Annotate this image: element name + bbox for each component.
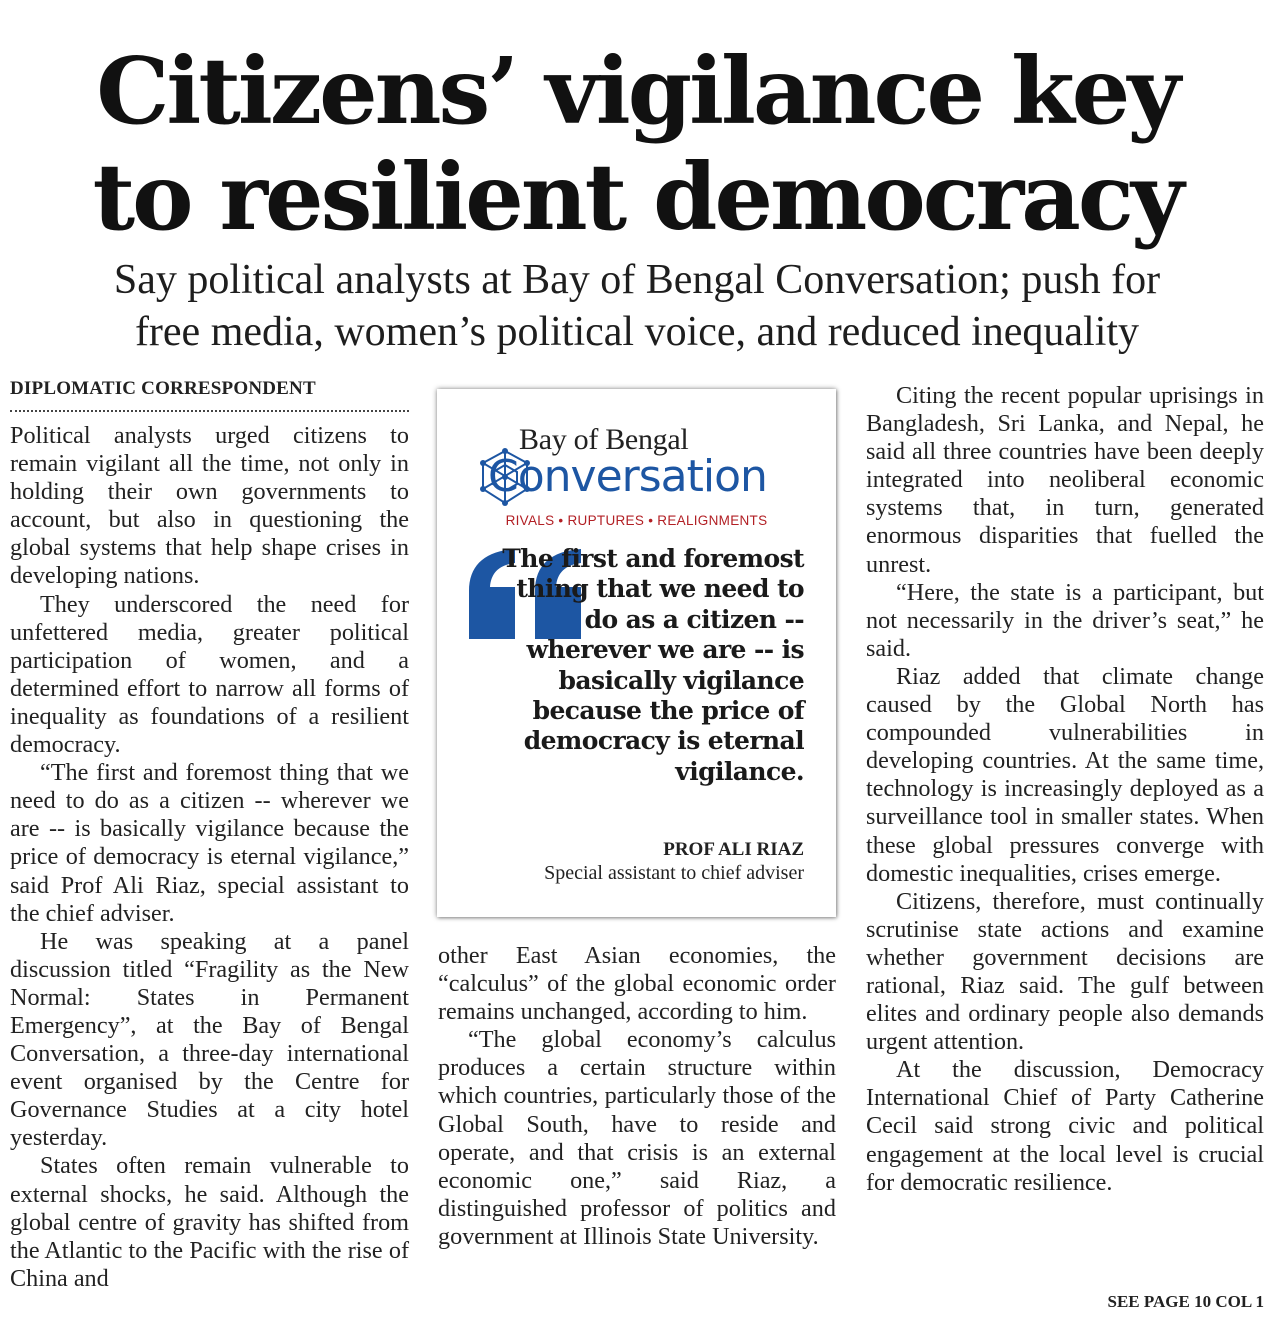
paragraph: Political analysts urged citizens to remain vigilant all the time, not only in holding their own governments to account, but also in questioning the global systems that help shape crises in developing nations. bbox=[10, 422, 409, 590]
subheadline bbox=[0, 254, 1274, 358]
paragraph: Citing the recent popular uprisings in Bangladesh, Sri Lanka, and Nepal, he said all three countries have been deeply integrated into neoliberal economic systems that, in turn, generated enormous disparities that fuelled the unrest. bbox=[866, 382, 1264, 578]
paragraph: “Here, the state is a participant, but not necessarily in the driver’s seat,” he said. bbox=[866, 578, 1264, 662]
subheadline-line-1: Say political analysts at Bay of Bengal Conversation; push for bbox=[113, 257, 1161, 303]
paragraph: other East Asian economies, the “calculus” of the global economic order remains unchanged, according to him. bbox=[438, 942, 836, 1026]
paragraph: He was speaking at a panel discussion titled “Fragility as the New Normal: States in Permanent Emergency”, at the Bay of Bengal Conversation, a three-day international event organised by the Centre for Governance Studies at a city hotel yesterday. bbox=[10, 927, 409, 1152]
article-column-1 bbox=[10, 376, 409, 1293]
continuation-jump-line: SEE PAGE 10 COL 1 bbox=[1107, 1292, 1264, 1311]
bay-of-bengal-conversation-logo bbox=[475, 423, 805, 523]
paragraph: Citizens, therefore, must continually scrutinise state actions and examine whether government decisions are rational, Riaz said. The gulf between elites and ordinary people also demands urgent attention. bbox=[866, 887, 1264, 1056]
paragraph: “The first and foremost thing that we need to do as a citizen -- wherever we are -- is basically vigilance because the price of democracy is eternal vigilance,” said Prof Ali Riaz, special assistant to the chief adviser. bbox=[10, 759, 409, 927]
pull-quote-box bbox=[437, 389, 836, 917]
logo-tagline: RIVALS • RUPTURES • REALIGNMENTS bbox=[505, 513, 768, 528]
quote-author: PROF ALI RIAZ bbox=[663, 839, 804, 860]
headline-line-1: Citizens’ vigilance key bbox=[96, 37, 1178, 145]
quote-author-role: Special assistant to chief adviser bbox=[544, 862, 804, 884]
logo-wordmark: Conversation bbox=[488, 451, 767, 502]
pull-quote-text: The first and foremost thing that we need to do as a citizen -- wherever we are -- is basically vigilance because the price of democracy is eternal vigilance. bbox=[502, 544, 804, 786]
paragraph: “The global economy’s calculus produces a certain structure within which countries, particularly those of the Global South, have to reside and operate, and that crisis is an external economic one,” said Riaz, a distinguished professor of politics and government at Illinois State University. bbox=[438, 1026, 836, 1250]
headline-line-2: to resilient democracy bbox=[92, 143, 1182, 251]
paragraph: They underscored the need for unfettered media, greater political participation of women, and a determined effort to narrow all forms of inequality as foundations of a resilient democracy. bbox=[10, 590, 409, 759]
byline: DIPLOMATIC CORRESPONDENT bbox=[10, 376, 409, 412]
article-column-3 bbox=[866, 382, 1264, 1197]
subheadline-line-2: free media, women’s political voice, and reduced inequality bbox=[134, 309, 1140, 355]
paragraph: States often remain vulnerable to external shocks, he said. Although the global centre of gravity has shifted from the Atlantic to the Pacific with the rise of China and bbox=[10, 1152, 409, 1292]
article-column-2 bbox=[438, 942, 836, 1251]
paragraph: At the discussion, Democracy International Chief of Party Catherine Cecil said strong civic and political engagement at the local level is crucial for democratic resilience. bbox=[866, 1056, 1264, 1196]
paragraph: Riaz added that climate change caused by the Global North has compounded vulnerabilities in developing countries. At the same time, technology is increasingly deployed as a surveillance tool in smaller states. When these global pressures converge with domestic inequalities, crises emerge. bbox=[866, 662, 1264, 887]
headline bbox=[0, 38, 1274, 250]
logo-title: Bay of Bengal bbox=[519, 423, 689, 456]
